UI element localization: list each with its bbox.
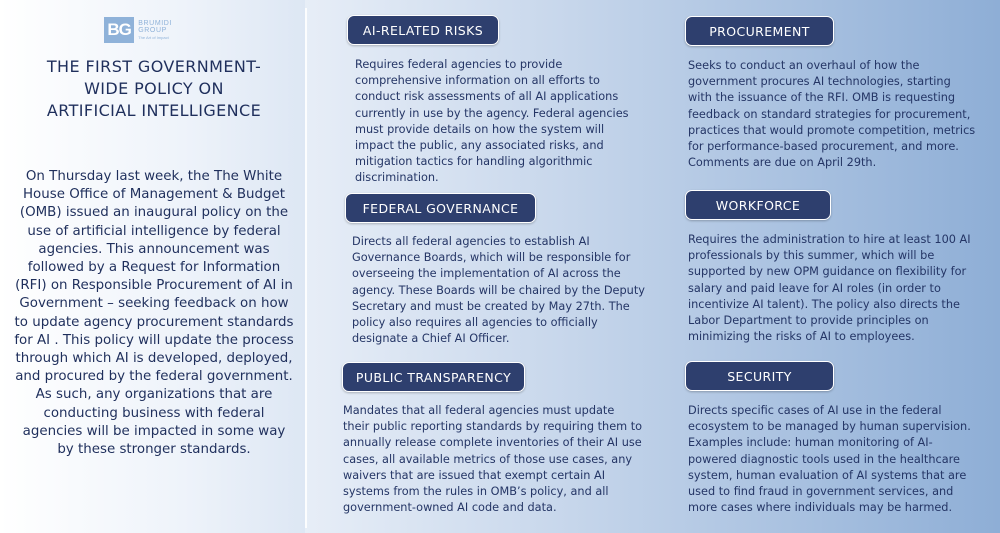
federal-governance-heading: FEDERAL GOVERNANCE	[345, 193, 536, 223]
workforce-text: Requires the administration to hire at least 100 AI professionals by this summer, which will be supported by new OPM guidance on flexibility for salary and paid leave for AI roles (in order to incentivize AI talent). The policy also directs the Labor Department to provide principles on minimizing the risks of AI to employees.	[688, 233, 971, 344]
logo-text	[138, 20, 196, 40]
public-transparency-text: Mandates that all federal agencies must update their public reporting standards by requiring them to annually release complete inventories of their AI use cases, all available metrics of those use cases, any waivers that are issued that exempt certain AI systems from the rules in OMB’s policy, and all government-owned AI code and data.	[343, 404, 643, 515]
public-transparency-heading: PUBLIC TRANSPARENCY	[342, 362, 525, 392]
logo-tagline: The Art of Impact	[138, 35, 169, 40]
ai-risks-heading: AI-RELATED RISKS	[347, 15, 499, 45]
logo-mark: BG	[104, 17, 134, 43]
workforce-heading: WORKFORCE	[685, 190, 831, 220]
intro-paragraph: On Thursday last week, the The White House Office of Management & Budget (OMB) issued an inaugural policy on the use of artificial intelligence by federal agencies. This announcement was followed by a Request for Information (RFI) on Responsible Procurement of AI in Government – seeking feedback on how to update agency procurement standards for AI . This policy will update the process through which AI is developed, deployed, and procured by the federal government. As such, any organizations that are conducting business with federal agencies will be impacted in some way by these stronger standards.	[14, 169, 294, 458]
ai-risks-text: Requires federal agencies to provide comprehensive information on all efforts to conduct risk assessments of all AI applications currently in use by the agency. Federal agencies must provide details on how the system will impact the public, any associated risks, and mitigation tactics for handling algorithmic discrimination.	[355, 58, 629, 185]
security-text: Directs specific cases of AI use in the federal ecosystem to be managed by human supervision. Examples include: human monitoring of AI-powered diagnostic tools used in the healthcare system, human evaluation of AI systems that are used to find fraud in government services, and more cases where individuals may be harmed.	[688, 404, 971, 515]
panel-divider	[305, 8, 307, 528]
security-heading: SECURITY	[685, 361, 834, 391]
federal-governance-text: Directs all federal agencies to establish AI Governance Boards, which will be responsible for overseeing the implementation of AI across the agency. These Boards will be chaired by the Deputy Secretary and must be created by May 27th. The policy also requires all agencies to officially designate a Chief AI Officer.	[352, 235, 645, 346]
logo-name: BRUMIDI GROUP	[138, 20, 172, 34]
page-title: THE FIRST GOVERNMENT-WIDE POLICY ON ARTIFICIAL INTELLIGENCE	[46, 57, 262, 120]
brumidi-logo	[104, 16, 196, 44]
procurement-text: Seeks to conduct an overhaul of how the government procures AI technologies, starting with the issuance of the RFI. OMB is requesting feedback on standard strategies for procurement, practices that would promote competition, metrics for performance-based procurement, and more. Comments are due on April 29th.	[688, 59, 976, 170]
procurement-heading: PROCUREMENT	[685, 16, 834, 46]
